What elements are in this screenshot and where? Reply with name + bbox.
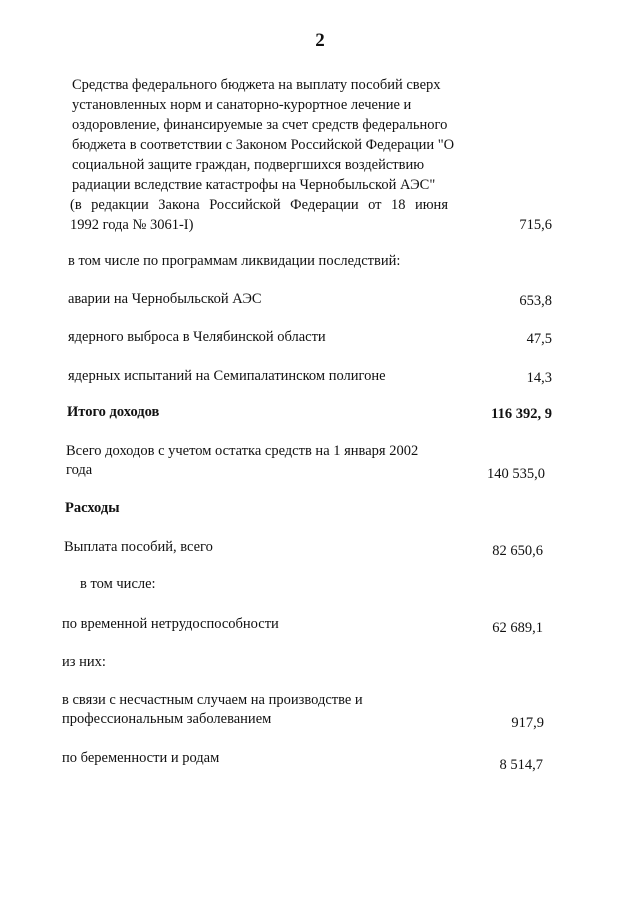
total-income-label: Итого доходов <box>67 404 160 420</box>
chelyabinsk-label: ядерного выброса в Челябинской области <box>68 329 326 345</box>
temp-disability-value: 62 689,1 <box>492 620 543 636</box>
intro-line-2: установленных норм и санаторно-курортное лечение и <box>72 97 412 113</box>
benefits-total-value: 82 650,6 <box>492 543 543 559</box>
temp-disability-label: по временной нетрудоспособности <box>62 616 279 632</box>
intro-line-7: (в редакции Закона Российской Федерации от 18 июня <box>70 197 448 213</box>
total-income-value: 116 392, 9 <box>491 406 552 422</box>
total-with-balance-value: 140 535,0 <box>487 466 545 482</box>
intro-line-5: социальной защите граждан, подвергшихся воздействию <box>72 157 425 173</box>
accident-line-2: профессиональным заболеванием <box>62 711 272 727</box>
incl-label: в том числе: <box>80 576 156 592</box>
intro-value: 715,6 <box>519 217 552 233</box>
expenses-heading: Расходы <box>65 500 120 516</box>
accident-line-1: в связи с несчастным случаем на производстве и <box>62 692 363 708</box>
intro-line-6: радиации вследствие катастрофы на Чернобыльской АЭС" <box>72 177 436 193</box>
pregnancy-value: 8 514,7 <box>499 757 543 773</box>
intro-line-8: 1992 года № 3061-I) <box>70 217 194 233</box>
semipalatinsk-label: ядерных испытаний на Семипалатинском полигоне <box>68 368 386 384</box>
total-with-balance-line-1: Всего доходов с учетом остатка средств на 1 января 2002 <box>66 443 419 459</box>
intro-line-3: оздоровление, финансируемые за счет средств федерального <box>72 117 448 133</box>
benefits-total-label: Выплата пособий, всего <box>64 539 213 555</box>
pregnancy-label: по беременности и родам <box>62 750 220 766</box>
chernobyl-value: 653,8 <box>519 293 552 309</box>
accident-value: 917,9 <box>511 715 544 731</box>
page-number: 2 <box>315 30 325 51</box>
incl-programs-label: в том числе по программам ликвидации последствий: <box>68 253 401 269</box>
total-with-balance-line-2: года <box>66 462 93 478</box>
of-them-label: из них: <box>62 654 106 670</box>
intro-line-4: бюджета в соответствии с Законом Российской Федерации "О <box>72 137 455 153</box>
semipalatinsk-value: 14,3 <box>526 370 552 386</box>
chelyabinsk-value: 47,5 <box>526 331 552 347</box>
chernobyl-label: аварии на Чернобыльской АЭС <box>68 291 262 307</box>
intro-line-1: Средства федерального бюджета на выплату пособий сверх <box>72 77 441 93</box>
